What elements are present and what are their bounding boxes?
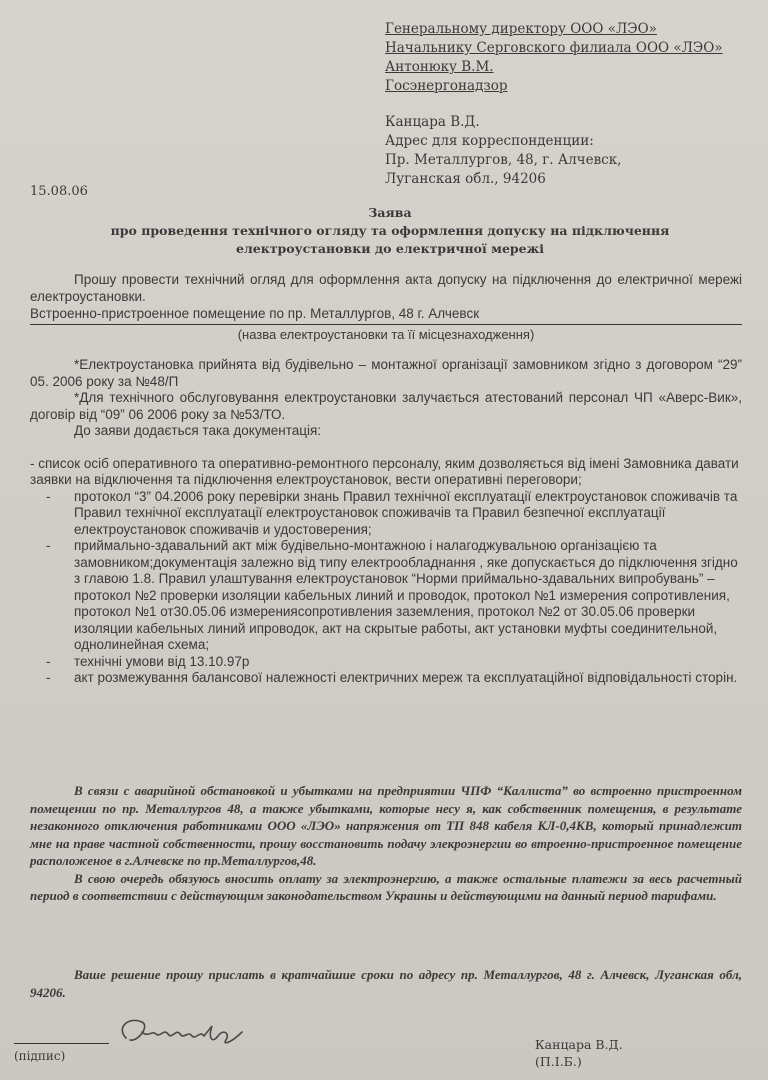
addressee-line: Генеральному директору ООО «ЛЭО» [385, 21, 657, 37]
docs-intro: До заяви додається така документація: [74, 423, 322, 438]
title-line: Заява [368, 205, 412, 220]
list-item-text: технічні умови від 13.10.97р [74, 653, 250, 669]
bullet-dash: - [46, 538, 51, 553]
signer-block [535, 1036, 623, 1070]
title-line: електроустановки до електричної мережі [236, 241, 544, 256]
note-paragraph: *Для технічного обслуговування електроустановки залучається атестований персонал ЧП «Аверс-Вик», договір від “09” 06 2006 року за №53/ТО. [30, 390, 742, 422]
addressee-block [385, 20, 723, 189]
sender-address-label: Адрес для корреспонденции: [385, 133, 594, 149]
list-item [30, 538, 742, 654]
request-paragraph: В связи с аварийной обстановкой и убытками на предприятии ЧПФ “Каллиста” во встроенно пристроенном помещении по пр. Металлургов 48, а также убытками, которые несу я, как собственник помещения, в результате незаконного отключения работниками ООО «ЛЭО» напряжения от ТП 848 кабеля КЛ-0,4КВ, который принадлежит мне на праве частной собственности, прошу восстановить подачу элекроэнергии во втроенно-пристроенное помещение расположеное в г.Алчевске по пр.Металлургов,48. [30, 783, 742, 868]
reply-request: Ваше решение прошу прислать в кратчайшие сроки по адресу пр. Металлургов, 48 г. Алчевск, Луганская обл, 94206. [30, 967, 742, 1000]
list-item [30, 670, 742, 687]
list-item-text: протокол “3” 04.2006 року перевірки знань Правил технічної експлуатації електроустановок споживачів та Правил технічної експлуатації електроустановок споживачів та Правил безпечної експлуатації електроустановок споживачів и удостоверения; [74, 488, 738, 537]
sender-name: Канцара В.Д. [385, 114, 480, 130]
addressee-line: Начальнику Серговского филиала ООО «ЛЭО» [385, 40, 723, 56]
list-item [30, 489, 742, 539]
sender-address-region: Луганская обл., 94206 [385, 171, 546, 187]
handwritten-signature [108, 1008, 258, 1058]
documents-list [30, 456, 742, 687]
addressee-line: Антонюку В.М. [385, 59, 494, 75]
signature-label: (підпис) [14, 1049, 66, 1063]
intro-paragraph: Прошу провести технічний огляд для оформлення акта допуску на підключення до електричної мережі електроустановки. [30, 272, 742, 304]
addressee-line: Госэнергонадзор [385, 78, 508, 94]
list-item-text: акт розмежування балансової належності електричних мереж та експлуатаційної відповідальності сторін. [74, 670, 738, 685]
bullet-dash: - [46, 488, 51, 504]
list-item-text: приймально-здавальний акт між будівельно-монтажною і налагоджувальною організацією та замовником;документація залежно від типу електрообладнання , яке допускається до підключення згідно з главою 1.8. Правил улаштування електроустановок “Норми приймально-здавальних випробувань” – протокол №2 проверки изоляции кабельных линий и проводок, протокол №1 измерения сопротивления, протокол №1 от30.05.06 измеренияcопротивления заземления, протокол №2 от 30.05.06 проверки изоляции кабельных линий ипроводок, акт на скрытые работы, акт установки муфты соединительной, однолинейная схема; [74, 538, 738, 652]
list-item [30, 654, 742, 671]
document-date: 15.08.06 [30, 184, 88, 199]
signer-caption: (П.І.Б.) [535, 1054, 582, 1069]
signature-line [14, 1043, 109, 1044]
document-body [30, 272, 742, 687]
bullet-dash: - [46, 653, 51, 669]
signer-name: Канцара В.Д. [535, 1037, 623, 1052]
request-paragraph: В свою очередь обязуюсь вносить оплату за электроэнергию, а также остальные платежи за весь расчетный период в соответствии с действующим законодательством Украины и действующими на данный период тарифами. [30, 870, 742, 903]
note-paragraph: *Електроустановка прийнята від будівельно – монтажної організації замовником згідно з договором “29” 05. 2006 року за №48/П [30, 357, 742, 389]
title-line: про проведення технічного огляду та оформлення допуску на підключення [110, 223, 670, 238]
request-block [30, 782, 742, 905]
list-item: - список осіб оперативного та оперативно-ремонтного персоналу, яким дозволяється від імені Замовника давати заявки на відключення та підключення електроустановок, вести оперативні переговори; [30, 455, 739, 487]
bullet-dash: - [46, 670, 51, 685]
sender-address-street: Пр. Металлургов, 48, г. Алчевск, [385, 152, 622, 168]
document-title [40, 204, 740, 258]
installation-caption: (назва електроустановки та її місцезнаходження) [237, 326, 535, 342]
installation-name: Встроенно-пристроенное помещение по пр. Металлургов, 48 г. Алчевск [30, 306, 742, 325]
